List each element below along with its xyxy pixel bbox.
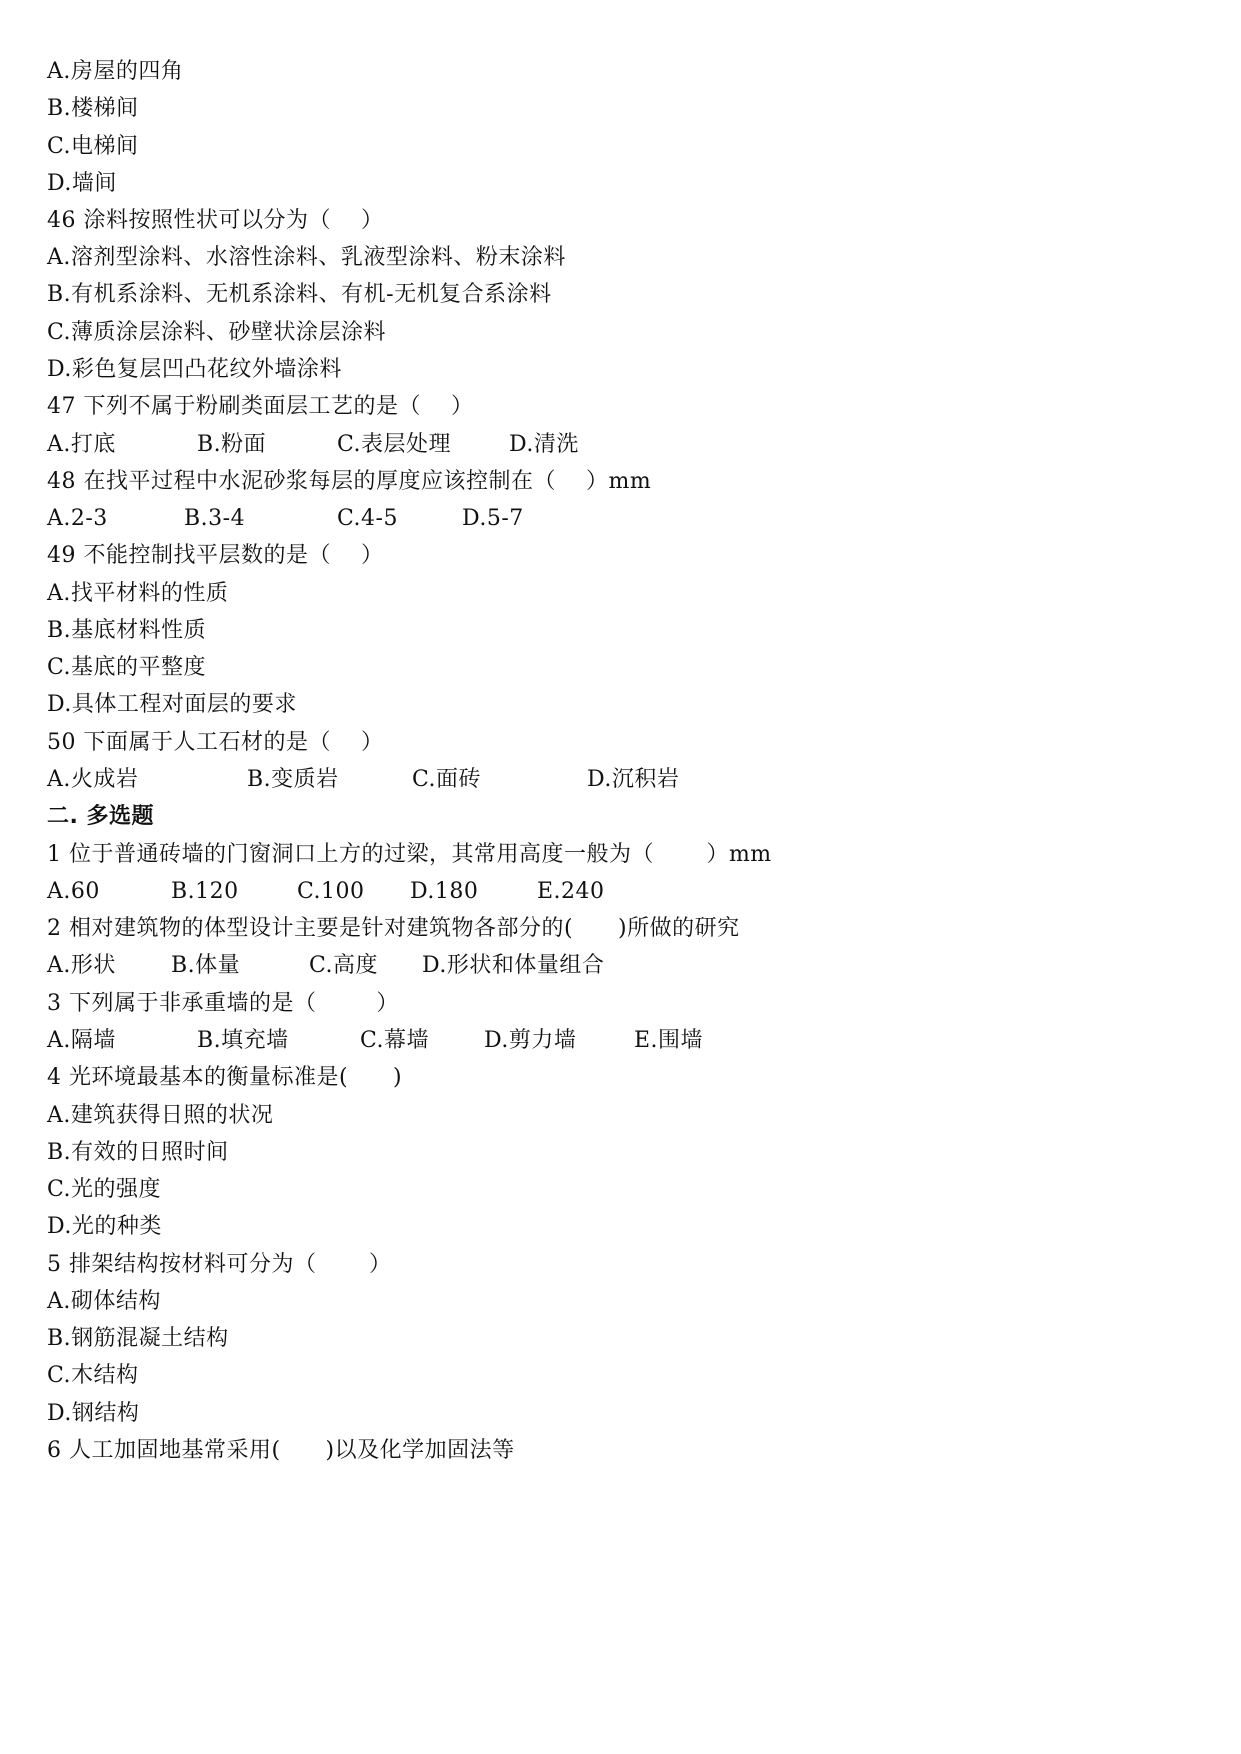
question-option: A.60: [47, 879, 100, 904]
question-stem: 47 下列不属于粉刷类面层工艺的是（ ）: [47, 394, 474, 419]
question-option: C.面砖: [412, 767, 482, 792]
question-option: C.4-5: [337, 506, 398, 531]
question-option: C.100: [297, 879, 365, 904]
section-heading: 二. 多选题: [47, 804, 155, 829]
question-option: E.240: [537, 879, 605, 904]
question-option: D.墙间: [47, 171, 117, 196]
question-option: D.沉积岩: [587, 767, 680, 792]
question-option: D.形状和体量组合: [422, 953, 605, 978]
question-option: C.木结构: [47, 1363, 139, 1388]
question-option: A.形状: [47, 953, 116, 978]
question-option: A.打底: [47, 432, 116, 457]
question-option: A.2-3: [47, 506, 108, 531]
options-row: [47, 765, 1197, 795]
question-stem: 3 下列属于非承重墙的是（ ）: [47, 991, 399, 1016]
question-stem: 49 不能控制找平层数的是（ ）: [47, 543, 384, 568]
question-option: D.光的种类: [47, 1214, 162, 1239]
question-option: B.基底材料性质: [47, 618, 207, 643]
question-stem: 50 下面属于人工石材的是（ ）: [47, 730, 384, 755]
question-option: B.粉面: [197, 432, 267, 457]
options-row: [47, 1026, 1197, 1056]
question-option: A.建筑获得日照的状况: [47, 1103, 274, 1128]
question-option: B.体量: [171, 953, 241, 978]
options-row: [47, 951, 1197, 981]
question-stem: 46 涂料按照性状可以分为（ ）: [47, 208, 384, 233]
question-option: D.剪力墙: [484, 1028, 577, 1053]
question-stem: 48 在找平过程中水泥砂浆每层的厚度应该控制在（ ）mm: [47, 469, 652, 494]
question-option: C.光的强度: [47, 1177, 162, 1202]
question-option: A.溶剂型涂料、水溶性涂料、乳液型涂料、粉末涂料: [47, 245, 566, 270]
question-option: C.高度: [309, 953, 379, 978]
question-option: B.有机系涂料、无机系涂料、有机-无机复合系涂料: [47, 282, 552, 307]
question-option: C.幕墙: [360, 1028, 430, 1053]
question-option: B.有效的日照时间: [47, 1140, 229, 1165]
question-option: B.填充墙: [197, 1028, 289, 1053]
question-option: C.基底的平整度: [47, 655, 207, 680]
question-option: A.找平材料的性质: [47, 581, 229, 606]
question-option: B.楼梯间: [47, 96, 139, 121]
question-option: E.围墙: [634, 1028, 704, 1053]
question-stem: 6 人工加固地基常采用( )以及化学加固法等: [47, 1438, 515, 1463]
options-row: [47, 877, 1197, 907]
options-row: [47, 504, 1197, 534]
question-option: A.砌体结构: [47, 1289, 161, 1314]
question-option: D.钢结构: [47, 1401, 140, 1426]
question-option: B.3-4: [184, 506, 246, 531]
question-stem: 4 光环境最基本的衡量标准是( ): [47, 1065, 403, 1090]
question-option: C.表层处理: [337, 432, 452, 457]
question-option: A.房屋的四角: [47, 59, 184, 84]
question-stem: 5 排架结构按材料可分为（ ）: [47, 1252, 392, 1277]
question-option: D.清洗: [509, 432, 579, 457]
question-option: B.变质岩: [247, 767, 339, 792]
question-stem: 2 相对建筑物的体型设计主要是针对建筑物各部分的( )所做的研究: [47, 916, 740, 941]
question-option: C.电梯间: [47, 134, 139, 159]
question-option: D.5-7: [462, 506, 524, 531]
options-row: [47, 430, 1197, 460]
question-option: D.具体工程对面层的要求: [47, 692, 297, 717]
question-option: B.钢筋混凝土结构: [47, 1326, 229, 1351]
question-option: C.薄质涂层涂料、砂壁状涂层涂料: [47, 320, 387, 345]
question-option: A.火成岩: [47, 767, 139, 792]
question-stem: 1 位于普通砖墙的门窗洞口上方的过梁，其常用高度一般为（ ）mm: [47, 842, 772, 867]
question-option: D.180: [410, 879, 479, 904]
question-option: D.彩色复层凹凸花纹外墙涂料: [47, 357, 342, 382]
question-option: B.120: [171, 879, 239, 904]
question-option: A.隔墙: [47, 1028, 116, 1053]
